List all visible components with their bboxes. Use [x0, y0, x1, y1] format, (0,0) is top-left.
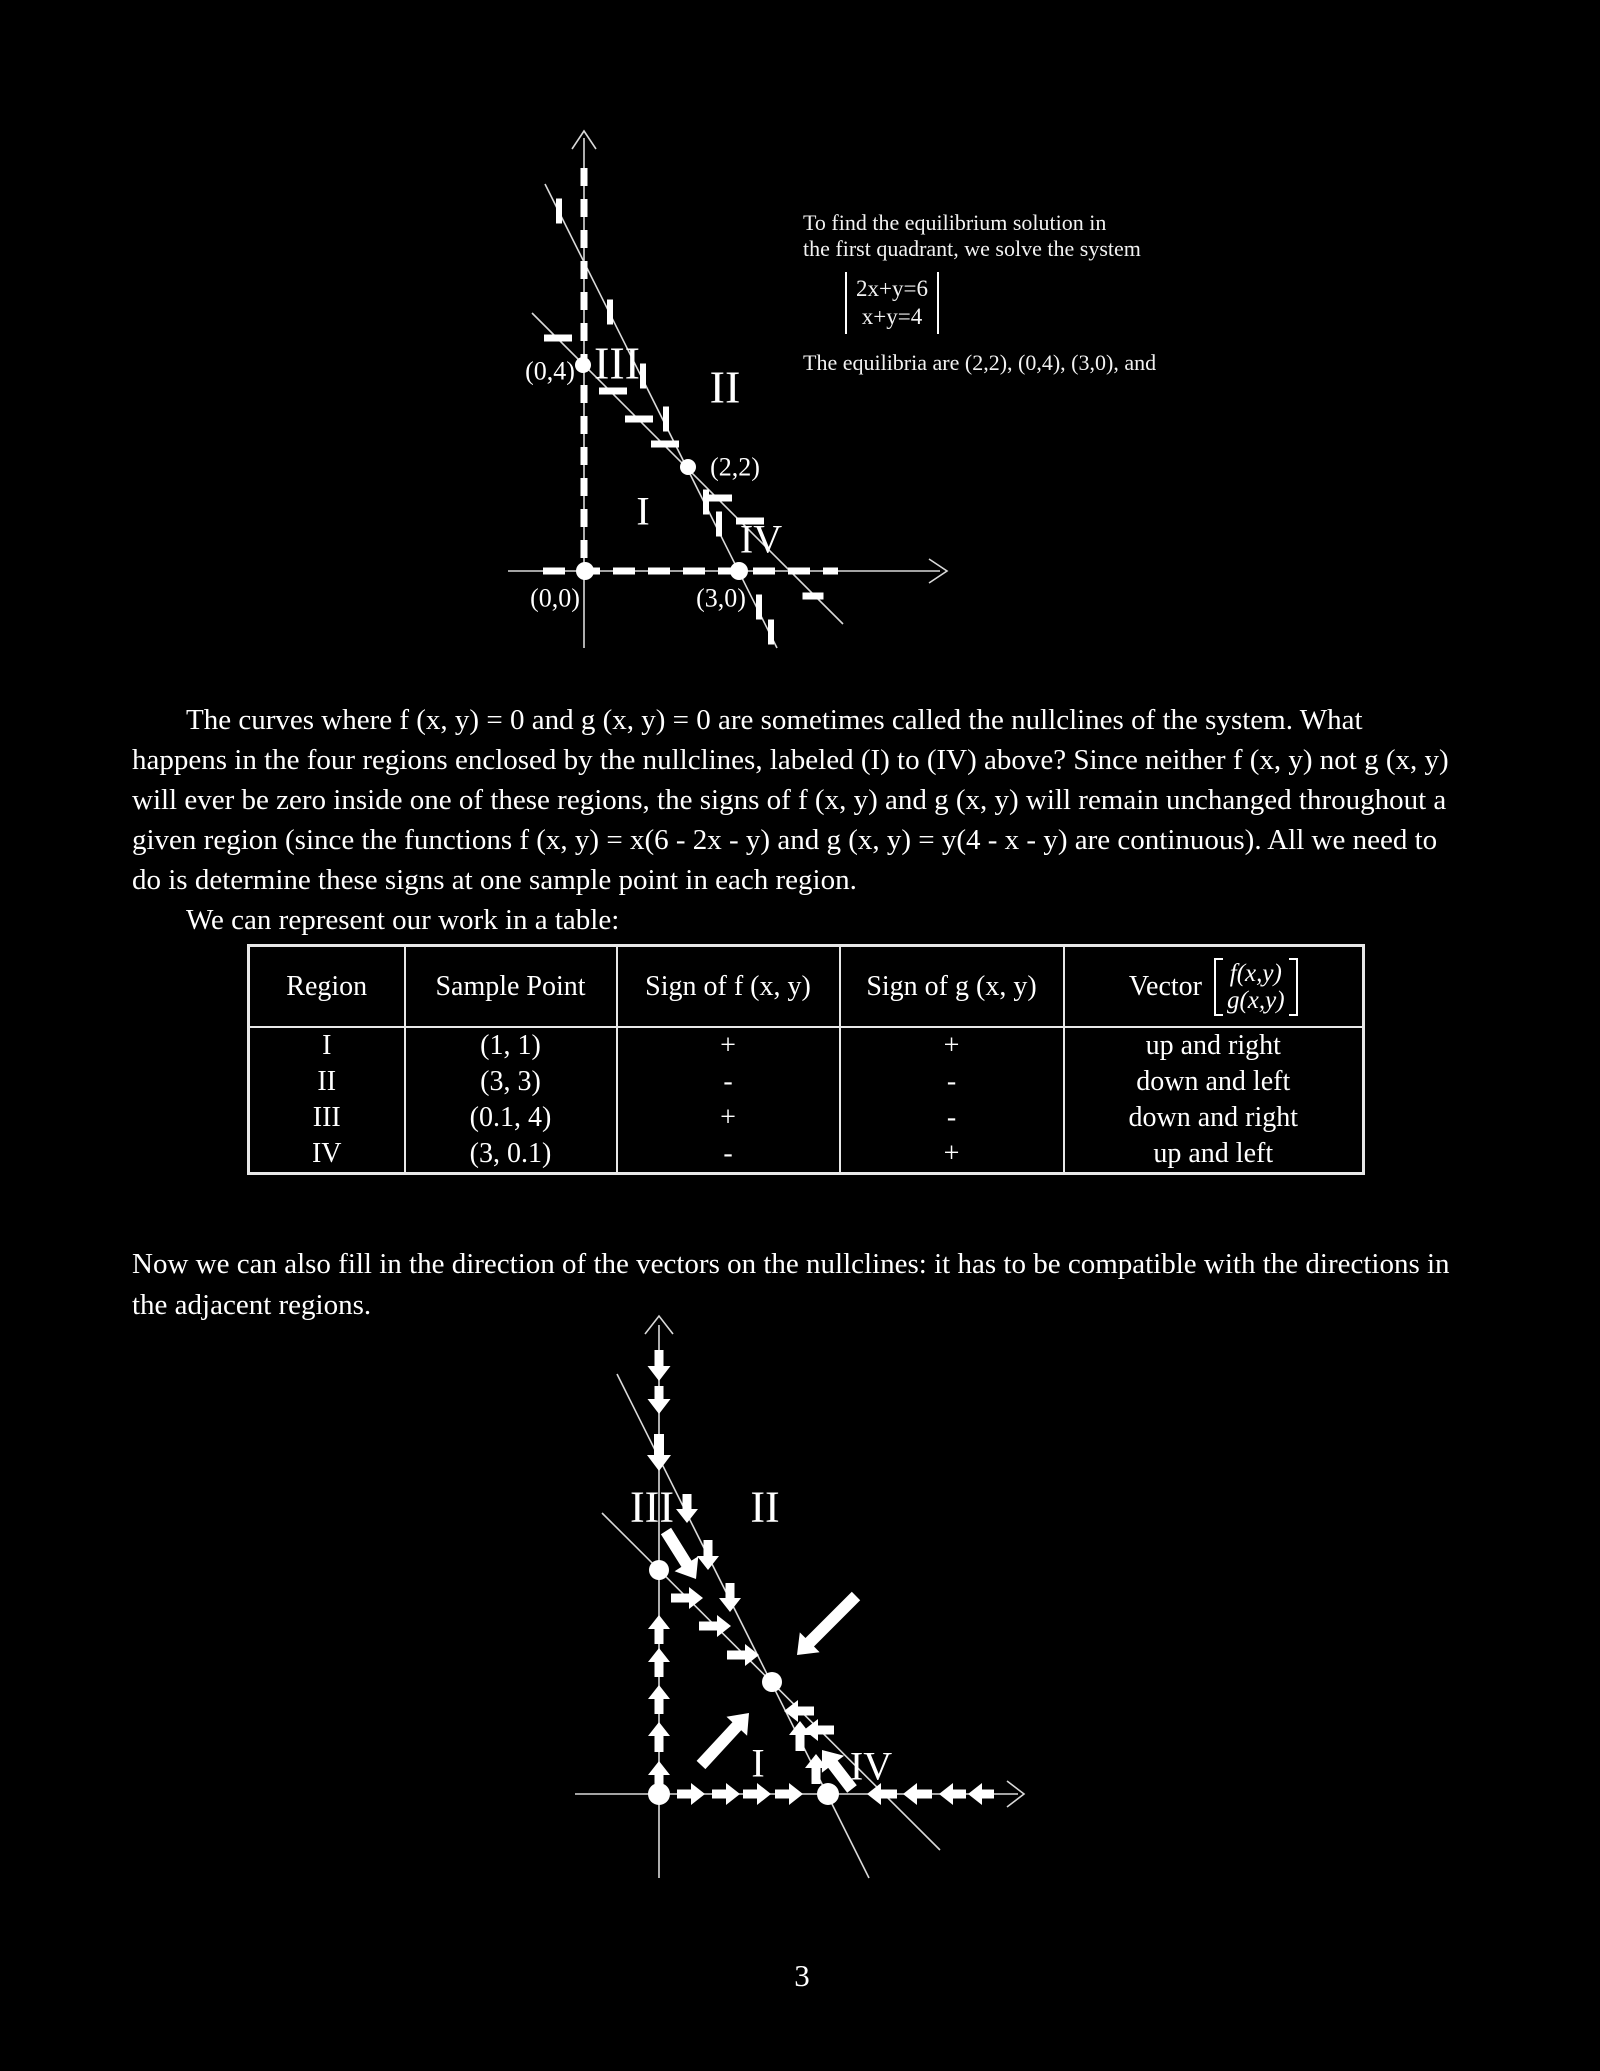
flow-arrow-left-nullcline	[804, 1719, 834, 1741]
diagram-canvas	[420, 95, 1000, 670]
cell-vector: down and left	[1064, 1064, 1364, 1100]
flow-arrow-left-xaxis	[939, 1783, 966, 1805]
region-label-ii: II	[709, 361, 741, 413]
note-line: the first quadrant, we solve the system	[803, 236, 1141, 261]
header-sign-g: Sign of g (x, y)	[840, 946, 1064, 1028]
table-header-row	[249, 946, 1364, 1028]
table-lead-in: We can represent our work in a table:	[186, 904, 620, 936]
cell-sign-g: -	[840, 1064, 1064, 1100]
nullcline-dash	[544, 335, 572, 342]
region-vector-i-up-right	[697, 1713, 749, 1769]
nullcline-dash	[756, 595, 762, 620]
equilibrium-3-0	[817, 1783, 839, 1805]
cell-sign-f: -	[617, 1136, 840, 1174]
equation: 2x+y=6	[856, 276, 928, 301]
nullcline-direction-paragraph: Now we can also fill in the direction of the vectors on the nullclines: it has to be compatible with the directions in the adjacent regions.	[132, 1248, 1450, 1321]
paragraph-text: The curves where f (x, y) = 0 and g (x, y) = 0 are sometimes called the nullclines of the system. What happens in the four regions enclosed by the nullclines, labeled (I) to (IV) above? Since neither f (x, y) not g (x, y) will ever be zero inside one of these regions, the signs of f (x, y) and g (x, y) will remain unchanged throughout a given region (since the functions f (x, y) = x(6 - 2x - y) and g (x, y) = y(4 - x - y) are continuous). All we need to do is determine these signs at one sample point in each region.	[132, 704, 1449, 896]
cell-sample-point: (1, 1)	[405, 1027, 617, 1064]
flow-arrow-right-nullcline	[671, 1587, 703, 1609]
flow-arrow-up-yaxis	[648, 1722, 670, 1752]
table-body	[249, 1027, 1364, 1174]
equation-system	[845, 272, 1223, 334]
matrix-row-f: f(x,y)	[1229, 959, 1282, 987]
equation: x+y=4	[861, 304, 923, 329]
region-vector-ii-down-left	[797, 1592, 860, 1655]
region-label-iii: III	[630, 1482, 674, 1532]
region-label-iv: IV	[739, 516, 783, 562]
flow-arrow-right-nullcline	[699, 1615, 731, 1637]
table-row	[249, 1064, 1364, 1100]
nullcline-dash	[803, 593, 824, 600]
cell-vector: down and right	[1064, 1100, 1364, 1136]
header-sign-f: Sign of f (x, y)	[617, 946, 840, 1028]
nullcline-dash	[599, 388, 627, 395]
header-sample-point: Sample Point	[405, 946, 617, 1028]
nullcline-dash	[768, 620, 774, 645]
equilibrium-0-4	[649, 1560, 669, 1580]
region-label-i: I	[636, 488, 650, 534]
sign-table	[247, 944, 1365, 1175]
cell-sign-g: +	[840, 1136, 1064, 1174]
nullcline-dash	[663, 407, 669, 432]
flow-arrow-right-xaxis	[712, 1783, 740, 1805]
cell-region: I	[249, 1027, 405, 1064]
flow-arrow-up-yaxis	[648, 1615, 670, 1644]
matrix-row-g: g(x,y)	[1226, 986, 1285, 1014]
region-label-iii: III	[594, 337, 640, 389]
flow-arrow-right-xaxis	[775, 1783, 803, 1805]
cell-vector: up and right	[1064, 1027, 1364, 1064]
vector-matrix	[1214, 958, 1298, 1016]
body-paragraph	[132, 700, 1452, 940]
nullcline-dash	[556, 199, 562, 224]
region-label-iv: IV	[849, 1743, 893, 1789]
cell-sign-g: -	[840, 1100, 1064, 1136]
flow-arrow-left-xaxis	[968, 1783, 994, 1805]
region-label-i: I	[751, 1740, 765, 1786]
flow-arrow-down-yaxis	[648, 1386, 671, 1414]
table-row	[249, 1100, 1364, 1136]
flow-arrow-down-nullcline	[697, 1540, 719, 1570]
header-region: Region	[249, 946, 405, 1028]
nullcline-dash	[640, 364, 646, 389]
cell-region: II	[249, 1064, 405, 1100]
equilibrium-0-0	[576, 562, 594, 580]
cell-region: IV	[249, 1136, 405, 1174]
flow-arrow-left-xaxis	[903, 1783, 932, 1805]
cell-sign-f: +	[617, 1100, 840, 1136]
nullcline-dash	[607, 300, 613, 325]
header-vector	[1064, 946, 1364, 1028]
equilibrium-3-0	[730, 562, 748, 580]
point-label-0-0: (0,0)	[530, 583, 580, 613]
point-label-0-4: (0,4)	[525, 356, 575, 386]
region-label-ii: II	[750, 1482, 780, 1532]
cell-sample-point: (3, 3)	[405, 1064, 617, 1100]
equilibria-list: The equilibria are (2,2), (0,4), (3,0), and	[803, 350, 1157, 375]
flow-arrow-right-xaxis	[677, 1783, 705, 1805]
equilibrium-0-4	[575, 357, 591, 373]
cell-vector: up and left	[1064, 1136, 1364, 1174]
cell-sign-f: +	[617, 1027, 840, 1064]
point-label-3-0: (3,0)	[696, 583, 746, 613]
equilibrium-2-2	[762, 1672, 782, 1692]
nullcline-dash	[651, 441, 679, 448]
cell-sample-point: (0.1, 4)	[405, 1100, 617, 1136]
matrix-right-bracket	[1289, 958, 1298, 1016]
equilibrium-note	[803, 210, 1223, 376]
equilibrium-2-2	[680, 459, 696, 475]
nullcline-dash	[704, 495, 732, 502]
nullcline-dash	[716, 512, 722, 537]
flow-arrow-down-nullcline	[719, 1583, 741, 1612]
flow-arrow-right-xaxis	[743, 1783, 771, 1805]
cell-region: III	[249, 1100, 405, 1136]
point-label-2-2: (2,2)	[710, 452, 760, 482]
matrix-left-bracket	[1214, 958, 1223, 1016]
table-row	[249, 1027, 1364, 1064]
flow-arrow-down-yaxis	[648, 1350, 671, 1381]
nullcline-dash	[625, 416, 653, 423]
table-row	[249, 1136, 1364, 1174]
vector-label: Vector	[1128, 970, 1202, 1002]
nullcline-dash	[703, 490, 709, 515]
cell-sign-f: -	[617, 1064, 840, 1100]
diagram-canvas	[560, 1290, 1040, 1900]
equilibrium-0-0	[648, 1783, 670, 1805]
note-line: To find the equilibrium solution in	[803, 210, 1107, 235]
page-number: 3	[794, 1958, 810, 1993]
flow-arrow-up-yaxis	[648, 1648, 670, 1677]
cell-sample-point: (3, 0.1)	[405, 1136, 617, 1174]
flow-arrow-up-yaxis	[648, 1685, 670, 1714]
cell-sign-g: +	[840, 1027, 1064, 1064]
